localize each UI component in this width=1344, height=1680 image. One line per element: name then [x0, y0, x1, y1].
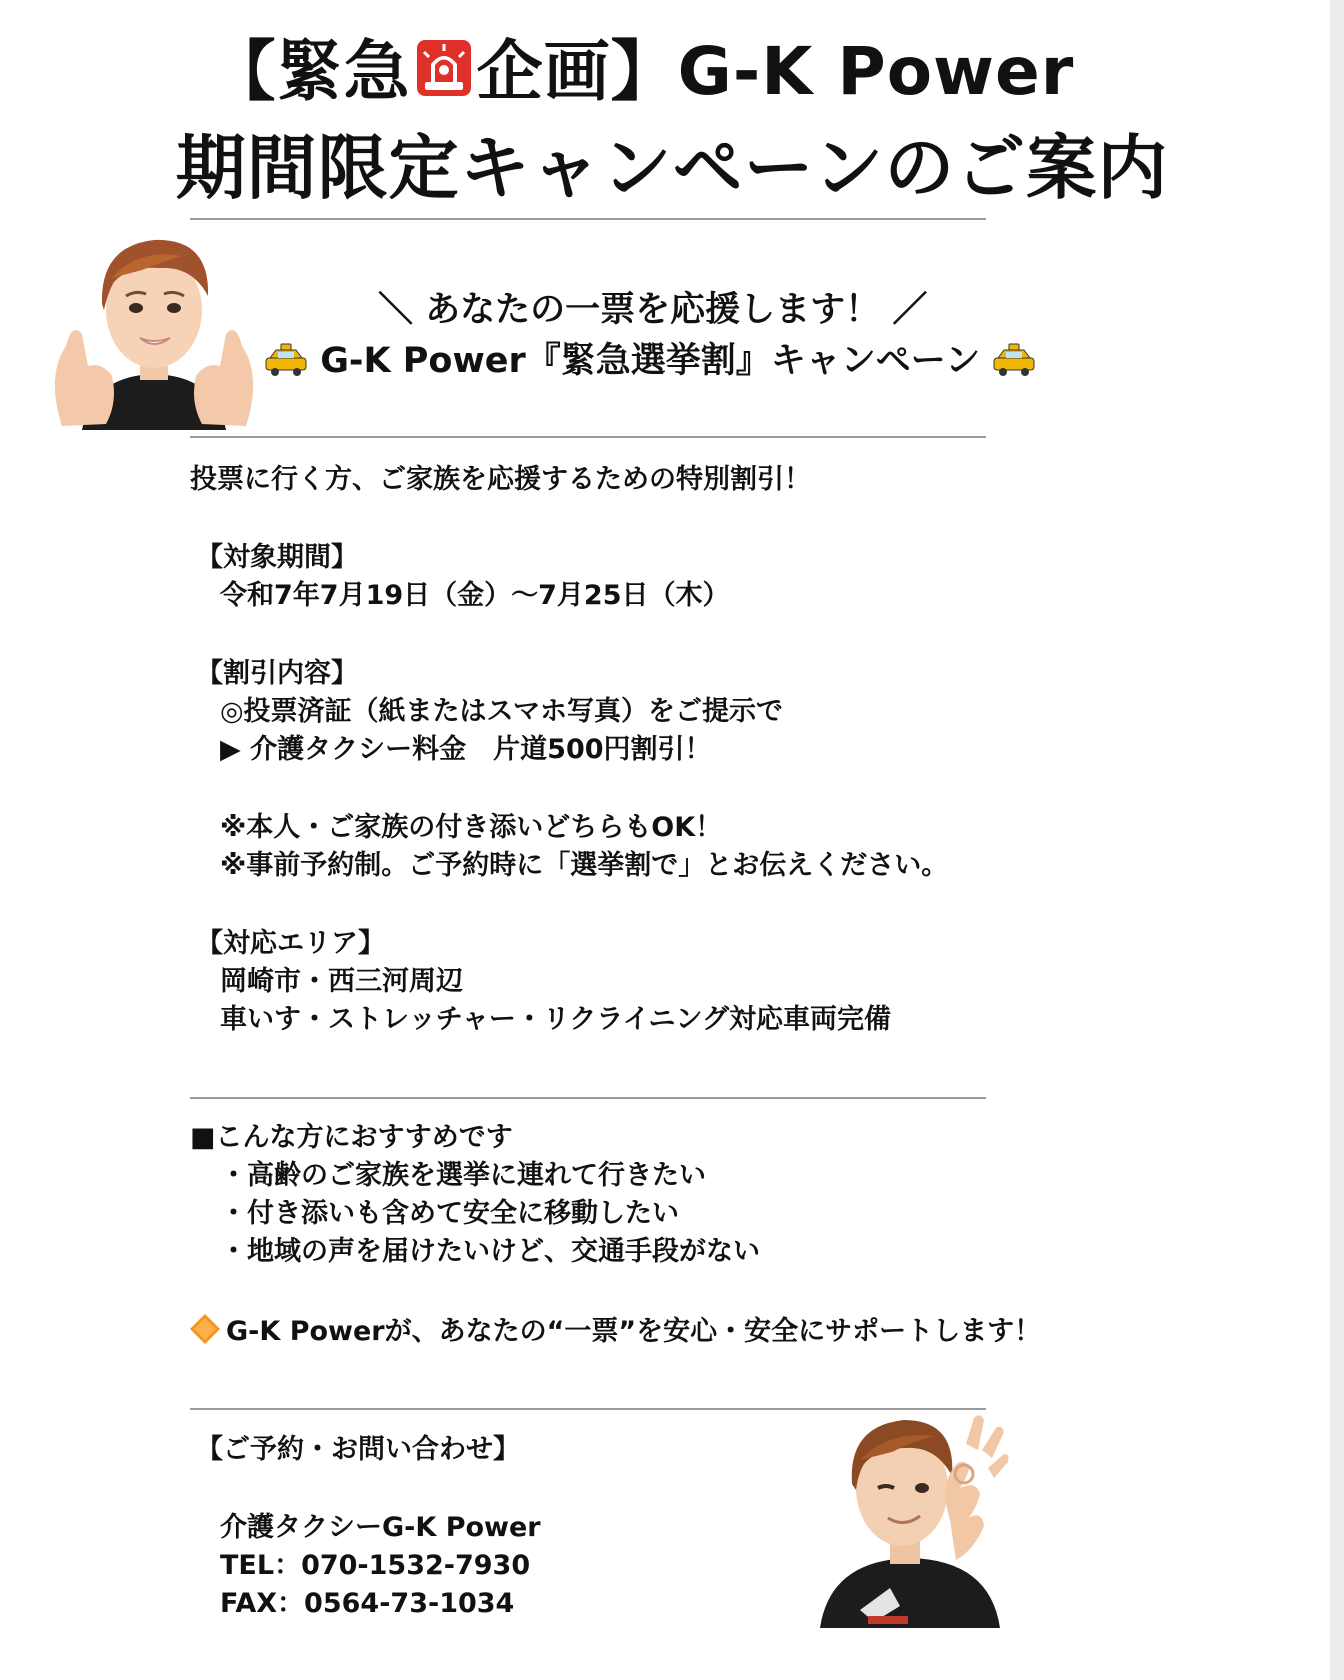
right-gutter [1330, 0, 1344, 1680]
divider-1 [190, 218, 986, 220]
recommend-item: ・高齢のご家族を選挙に連れて行きたい [220, 1160, 706, 1191]
contact-fax: FAX：0564-73-1034 [220, 1588, 515, 1619]
discount-condition: ◎投票済証（紙またはスマホ写真）をご提示で [220, 696, 784, 727]
recommend-item: ・地域の声を届けたいけど、交通手段がない [220, 1236, 760, 1267]
contact-company: 介護タクシーG-K Power [220, 1512, 541, 1543]
divider-3 [190, 1097, 986, 1099]
title-pre: 【緊急 [209, 33, 411, 110]
discount-benefit: ▶ 介護タクシー料金 片道500円割引！ [220, 734, 712, 765]
title-mid: 企画】G-K Power [476, 33, 1075, 110]
campaign-tagline: ＼ あなたの一票を応援します！ ／ [378, 290, 928, 330]
discount-heading: 【割引内容】 [196, 658, 358, 689]
period-value: 令和7年7月19日（金）〜7月25日（木） [220, 580, 730, 611]
support-message: G-K Powerが、あなたの“一票”を安心・安全にサポートします！ [226, 1316, 1042, 1347]
diamond-icon [188, 1312, 222, 1346]
support-message-line [188, 1312, 1041, 1351]
contact-tel: TEL：070-1532-7930 [220, 1550, 531, 1581]
ok-gesture-avatar [800, 1410, 1010, 1628]
page-title-line1 [0, 18, 1314, 113]
campaign-name: G-K Power『緊急選挙割』キャンペーン [320, 341, 981, 381]
discount-note-2: ※事前予約制。ご予約時に「選挙割で」とお伝えください。 [220, 850, 949, 881]
area-heading: 【対応エリア】 [196, 928, 385, 959]
area-vehicles: 車いす・ストレッチャー・リクライニング対応車両完備 [220, 1004, 891, 1035]
taxi-icon [992, 342, 1036, 378]
area-region: 岡崎市・西三河周辺 [220, 966, 463, 997]
intro-text: 投票に行く方、ご家族を応援するための特別割引！ [190, 464, 811, 495]
recommend-heading: ■こんな方におすすめです [190, 1122, 513, 1153]
contact-heading: 【ご予約・お問い合わせ】 [196, 1434, 520, 1465]
divider-2 [190, 436, 986, 438]
taxi-icon [264, 342, 308, 378]
campaign-name-line [264, 333, 1164, 383]
discount-note-1: ※本人・ご家族の付き添いどちらもOK！ [220, 812, 723, 843]
siren-icon [415, 38, 473, 98]
period-heading: 【対象期間】 [196, 542, 358, 573]
page-title-line2: 期間限定キャンペーンのご案内 [175, 127, 1169, 209]
thumbs-up-avatar [42, 226, 266, 430]
recommend-item: ・付き添いも含めて安全に移動したい [220, 1198, 679, 1229]
